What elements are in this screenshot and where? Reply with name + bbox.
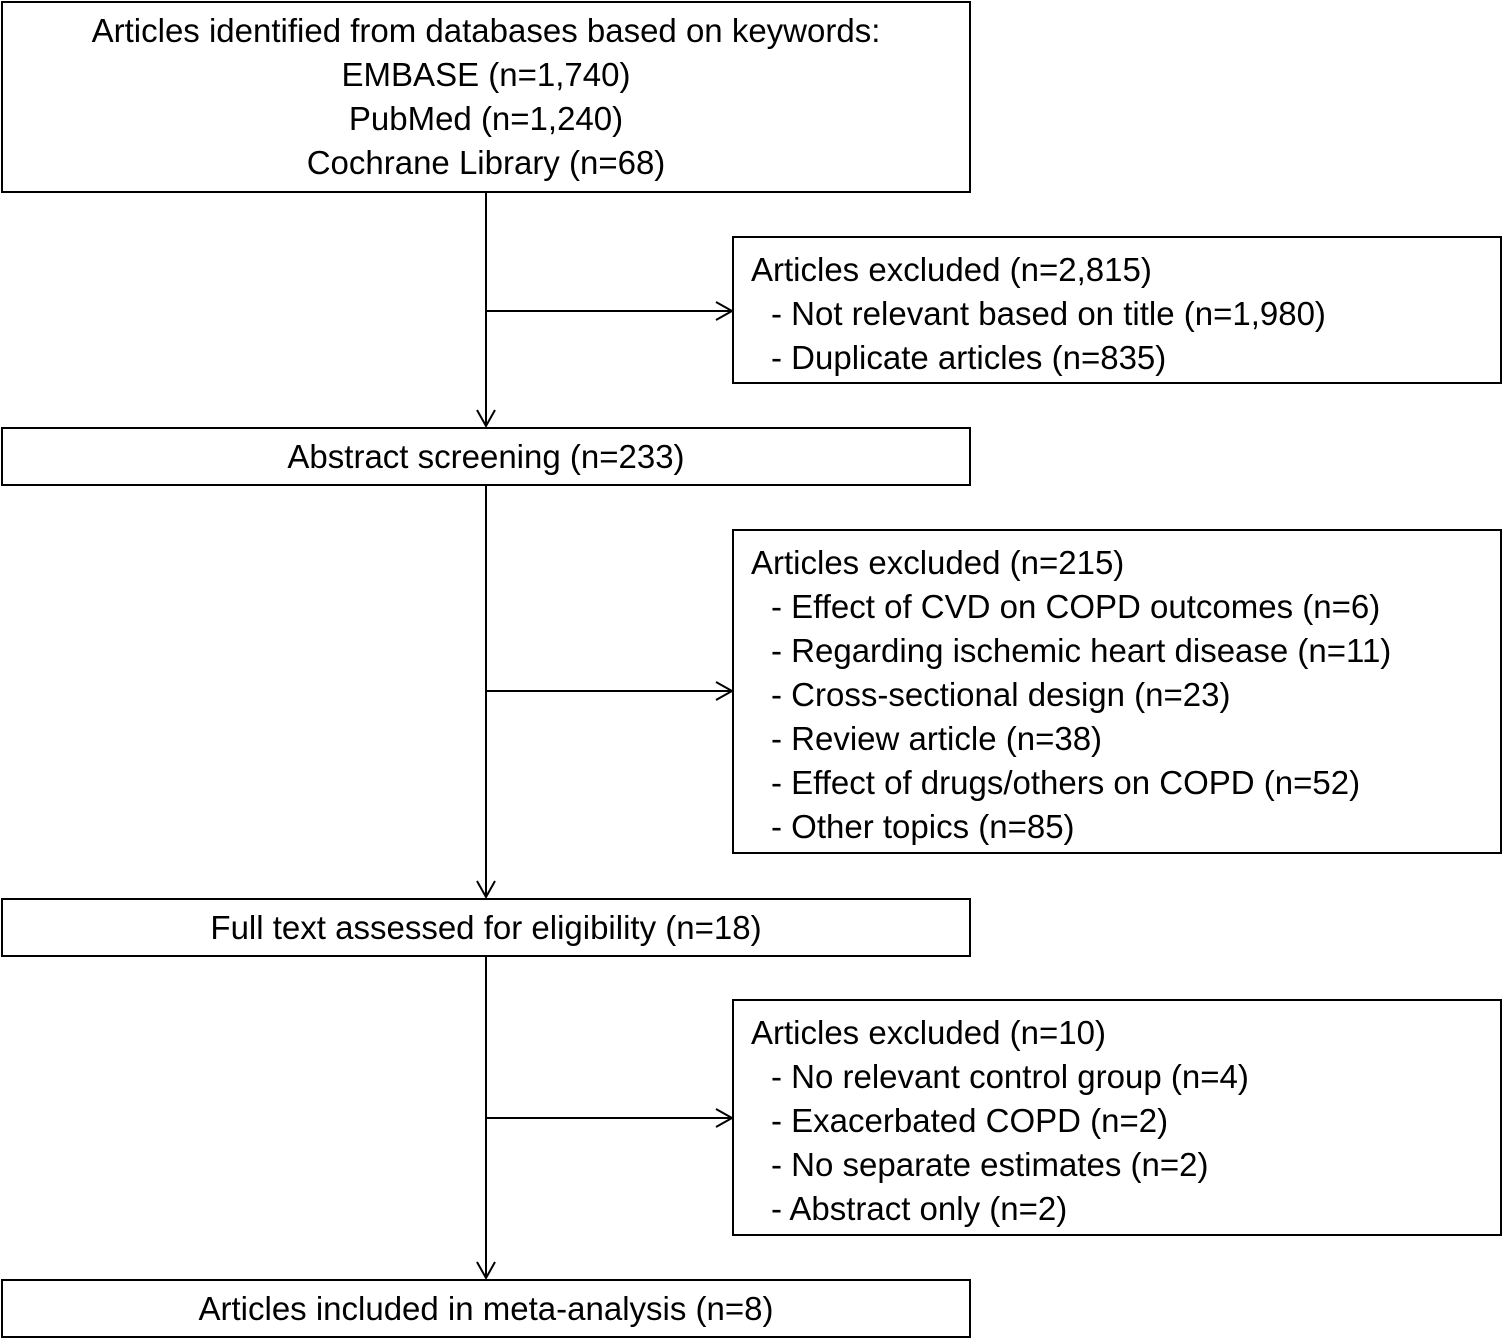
excluded-1-item: - Not relevant based on title (n=1,980) — [771, 295, 1326, 332]
excluded-box-1 — [732, 236, 1502, 384]
identified-line-3: PubMed (n=1,240) — [348, 100, 624, 137]
excluded-1-heading: Articles excluded (n=2,815) — [751, 251, 1152, 288]
excluded-box-2 — [732, 529, 1502, 854]
excluded-1-item: - Duplicate articles (n=835) — [771, 339, 1167, 376]
excluded-3-item: - Exacerbated COPD (n=2) — [771, 1102, 1169, 1139]
excluded-box-3 — [732, 999, 1502, 1236]
excluded-2-item: - Regarding ischemic heart disease (n=11) — [771, 632, 1392, 669]
full-text-box — [1, 898, 971, 957]
identified-box — [1, 1, 971, 193]
included-box — [1, 1279, 971, 1338]
excluded-2-heading: Articles excluded (n=215) — [751, 544, 1125, 581]
excluded-3-item: - Abstract only (n=2) — [771, 1190, 1068, 1227]
identified-line-4: Cochrane Library (n=68) — [306, 144, 666, 181]
excluded-2-item: - Effect of CVD on COPD outcomes (n=6) — [771, 588, 1381, 625]
abstract-screening-box — [1, 427, 971, 486]
excluded-2-item: - Review article (n=38) — [771, 720, 1103, 757]
excluded-3-item: - No separate estimates (n=2) — [771, 1146, 1209, 1183]
excluded-2-item: - Effect of drugs/others on COPD (n=52) — [771, 764, 1361, 801]
abstract-screening-label: Abstract screening (n=233) — [287, 437, 685, 475]
included-label: Articles included in meta-analysis (n=8) — [198, 1289, 774, 1327]
excluded-3-item: - No relevant control group (n=4) — [771, 1058, 1249, 1095]
identified-line-2: EMBASE (n=1,740) — [341, 56, 631, 93]
full-text-label: Full text assessed for eligibility (n=18) — [210, 908, 762, 946]
excluded-3-heading: Articles excluded (n=10) — [751, 1014, 1106, 1051]
excluded-2-item: - Cross-sectional design (n=23) — [771, 676, 1231, 713]
identified-line-1: Articles identified from databases based on keywords: — [91, 12, 881, 49]
excluded-2-item: - Other topics (n=85) — [771, 808, 1075, 845]
